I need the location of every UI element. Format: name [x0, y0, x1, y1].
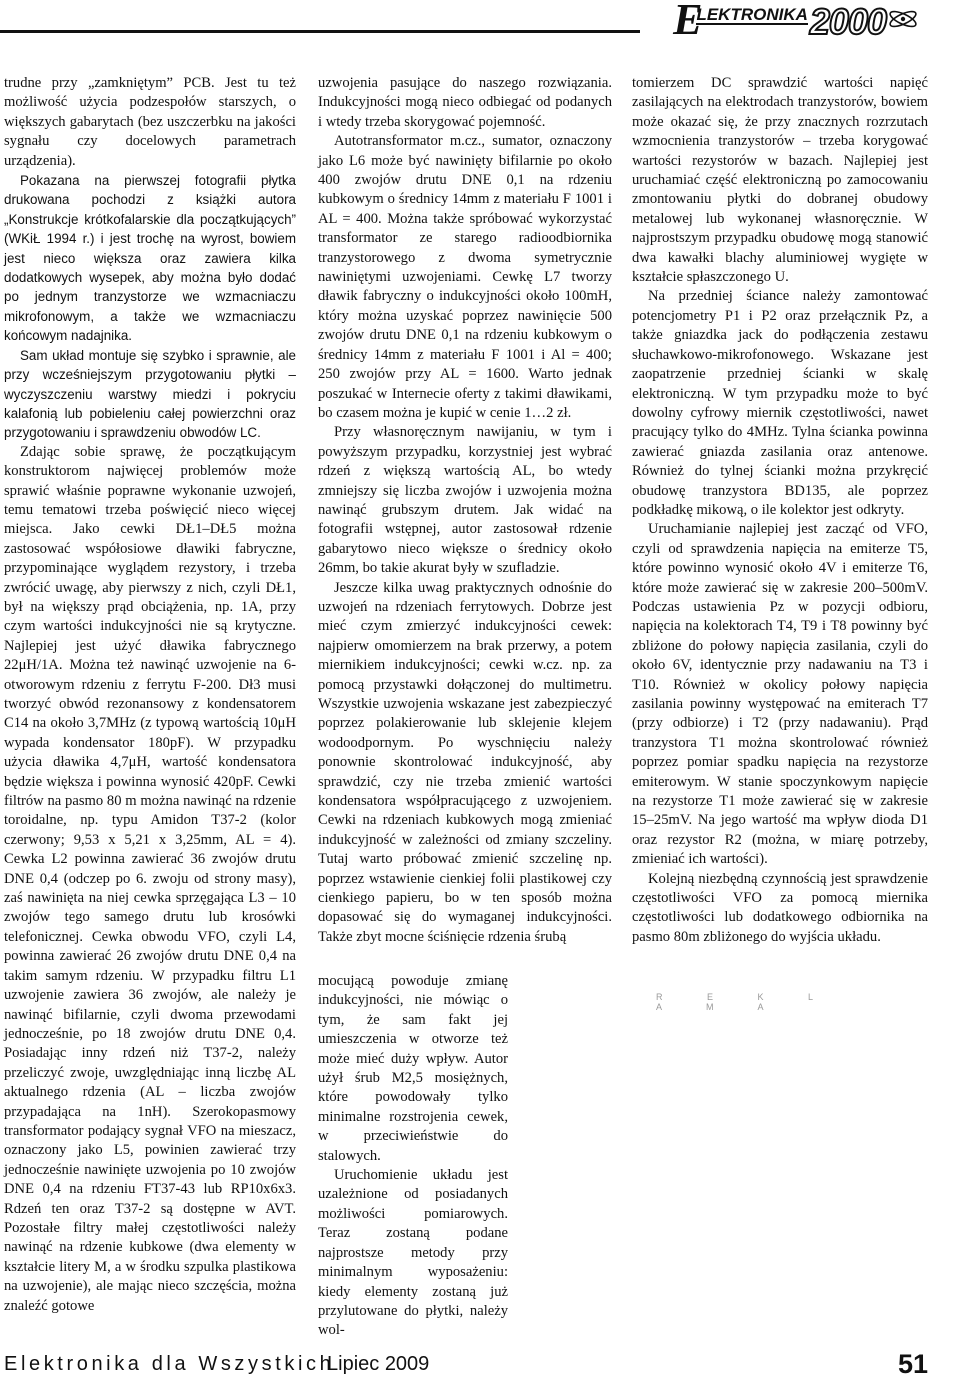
paragraph: mocującą powoduje zmianę indukcyjności, nie mówiąc o tym, że sam fakt jej umieszczenia w otworze też może mieć duży wpływ. Autor użył śrub M2,5 mosiężnych, które powodowały tylko minimalne rozstrojenia cewek, w przeciwieństwie do stalowych. [318, 973, 508, 1164]
text-column-1 [4, 74, 296, 1316]
paragraph: Jeszcze kilka uwag praktycznych odnośnie do uzwojeń na rdzeniach ferrytowych. Dobrze jest mieć czym zmierzyć indukcyjności cewek: najpierw omomierzem na brak przerwy, a potem miernikiem indukcyjności; cewki w.cz. np. za pomocą przystawki dołączonej do multimetru. Wszystkie uzwojenia wskazane jest zabezpieczyć poprzez polakierowanie lub sklejenie klejem wodoodpornym. Po wyschnięciu należy ponownie skontrolować indukcyjność, aby sprawdzić, czy nie trzeba zmienić wartości kondensatora współpracującego z uzwojeniem. Cewki na rdzeniach kubkowych mogą zmieniać indukcyjność w zależności od zmiany szczeliny. Tutaj warto próbować zmienić szczelinę np. poprzez wstawienie cienkiej folii plastikowej czy cienkiego papieru, bo w ten sposób można dopasować się do wymaganej indukcyjności. Także zbyt mocne ściśnięcie rdzenia śrubą [318, 579, 612, 945]
paragraph: Pokazana na pierwszej fotografii płytka drukowana pochodzi z książki autora „Konstrukcje krótkofalarskie dla początkujących” (WKiŁ 1994 r.) i jest trochę na wyrost, bowiem jest nieco większa oraz zawiera kilka dodatkowych wysepek, aby można było dodać po jednym tranzystorze we wzmacniaczu mikrofonowym, a także we wzmacniaczu końcowym nadajnika. [4, 173, 296, 344]
text-column-3 [632, 74, 928, 947]
paragraph: Uruchamianie najlepiej jest zacząć od VFO, czyli od sprawdzenia napięcia na emiterze T5, które powinno wynosić około 4V i emiterze T6, które może zawierać się w zakresie 200–500mV. Podczas ustawienia Pz w pozycji odbioru, napięcia na kolektorach T4, T9 i T8 powinny być zbliżone do połowy napięcia zasilania, czyli do około 6V, identycznie przy nadawaniu na T3 i T10. Również w okolicy połowy napięcia zasilania powinny występować na emiterach T7 (przy odbiorze) i T2 (przy nadawaniu). Prąd tranzystora T1 można skontrolować również poprzez pomiar spadku napięcia na rezystorze emiterowym. W stanie spoczynkowym napięcie na rezystorze T1 może zawierać się w zakresie 15–25mV. Na jego wartość ma wpływ dioda D1 oraz rezystor R2 (można, w miarę potrzeby, zmieniać ich wartości). [632, 521, 928, 868]
paragraph: Zdając sobie sprawę, że początkującym konstruktorom najwięcej problemów może sprawić właśnie poprawne wykonanie uzwojeń, temu tematowi trzeba poświęcić nieco więcej miejsca. Jako cewki DŁ1–DŁ5 można zastosować współosiowe dławiki fabryczne, przypominające wyglądem rezystory, i trzeba zwrócić uwagę, aby pierwszy z nich, czyli DŁ1, był na większy prąd obciążenia, np. 1A, przy czym wartości indukcyjności nie są krytyczne. Najlepiej jest użyć dławika fabrycznego 22μH/1A. Można też nawinąć uzwojenie na 6-otworowym rdzeniu z ferrytu F-200. Dł3 musi tworzyć obwód rezonansowy z kondensatorem C14 na około 3,7MHz (z typową wartością 10μH wypada kondensator 180pF). W przypadku użycia dławika 4,7μH, wartość kondensatora będzie większa i powinna wynosić 420pF. Cewki filtrów na pasmo 80 m można nawinąć na rdzenie toroidalne, np. typu Amidon T37-2 (kolor czerwony; 9,53 x 5,21 x 3,25mm, AL = 4). Cewka L2 powinna zawierać 36 zwojów drutu DNE 0,4 (odczep po 6. zwoju od strony masy), zaś nawinięta na niej cewka sprzęgająca L3 – 10 zwojów tego samego drutu lub krosówki telefonicznej. Cewka obwodu VFO, czyli L4, powinna zawierać 26 zwojów drutu DNE 0,4 na takim samym rdzeniu. W przypadku filtru L1 uzwojenie zawiera 36 zwojów, ale należy je nawinąć bifilarnie, czyli dwoma przewodami jednocześnie, po 18 zwojów drutu DNE 0,4. Posiadając inny rdzeń niż T37-2, należy przeliczyć zwoje, uwzględniając inną liczbę AL aktualnego rdzenia (AL – liczba zwojów przypadająca na 1nH). Szerokopasmowy transformator podający sygnał VFO na mieszacz, oznaczony jako L5, powinien zawierać trzy jednocześnie nawinięte uzwojenia po 10 zwojów DNE 0,4 na rdzeniu FT37-43 lub RP10x6x3. Rdzeń ten oraz T37-2 są dostępne w AVT. Pozostałe filtry małej częstotliwości należy nawinąć na rdzenie kubkowe (dwa elementy w kształcie litery M, a w środku szpulka plastikowa na uzwojenie), ale mając nieco szczęścia, można znaleźć gotowe [4, 443, 296, 1314]
paragraph: trudne przy „zamkniętym” PCB. Jest tu też możliwość użycia podzespołów starszych, o większych gabarytach (bez uszczerbku na jakości sygnału czy docelowych parametrach urządzenia). [4, 75, 296, 169]
advertisement-label: R E K L A M A [656, 992, 834, 1012]
logo-word: LEKTRONIKA [696, 5, 808, 24]
magazine-logo [673, 0, 886, 44]
paragraph: Przy własnoręcznym nawijaniu, w tym i powyższym przypadku, korzystniej jest wybrać rdzeń z większą wartością AL, bo wtedy zmniejszy się liczba zwojów i uzwojenia można nawinąć grubszym drutem. Jak widać na fotografii wstępnej, autor zastosował rdzenie gabarytowo nieco większe o średnicy około 26mm, bo takie akurat były w szufladzie. [318, 424, 612, 577]
header-rule [0, 30, 640, 33]
paragraph: Na przedniej ściance należy zamontować potencjometry P1 i P2 oraz przełącznik Pz, a także gniazdka jack do podłączenia zestawu słuchawkowo-mikrofonowego. Wskazane jest zaopatrzenie przedniej ścianki w skalę elektroniczną. W tym przypadku może to być dowolny cyfrowy miernik częstotliwości, nawet pracujący tylko do 4MHz. Tylna ścianka powinna zawierać gniazda zasilania oraz antenowe. Również do tylnej ścianki można przykręcić obudowę tranzystora BD135, ale poprzez podkładkę mikową, o ile kolektor jest odkryty. [632, 288, 928, 518]
paragraph: Uruchomienie układu jest uzależnione od posiadanych możliwości pomiarowych. Teraz zostaną podane najprostsze metody przy minimalnym wyposażeniu: kiedy elementy zostaną już przylutowane do płytki, należy wol- [318, 1167, 508, 1339]
paragraph: Autotransformator m.cz., sumator, oznaczony jako L6 może być nawinięty bifilarnie po około 400 zwojów drutu DNE 0,1 na rdzeniu kubkowym o średnicy 14mm z materiału F 1001 i AL = 400. Można także spróbować wykorzystać transformator ze starego radioodbiornika tranzystorowego z dwoma symetrycznie nawiniętymi uzwojeniami. Cewkę L7 tworzy dławik fabryczny o indukcyjności około 100mH, który można uzyskać poprzez nawinięcie 500 zwojów drutu DNE 0,1 na rdzeniu kubkowym o średnicy 14mm z materiału F 1001 i Al = 400; 250 zwojów przy AL = 1600. Warto jednak poszukać w Internecie oferty z takimi dławikami, bo czasem można je kupić w cenie 1…2 zł. [318, 133, 612, 421]
paragraph: Sam układ montuje się szybko i sprawnie, ale przy wcześniejszym przygotowaniu płytki – wyczyszczeniu warstwy miedzi i pokryciu kalafonią lub pobieleniu całej powierzchni oraz przygotowaniu i sprawdzeniu obwodów LC. [4, 347, 296, 441]
paragraph: tomierzem DC sprawdzić wartości napięć zasilających na elektrodach tranzystorów, bowiem może okazać się, że przy znacznych rozrzutach wzmocnienia tranzystorów – trzeba korygować wartości rezystorów w bazach. Najlepiej jest uruchamiać część elektroniczną po zamocowaniu zmontowaniu płytki do dobranej obudowy metalowej lub wykonanej własnoręcznie. W najprostszym przypadku obudowę mogą stanowić dwa kawałki blachy aluminiowej wygięte w kształcie spłaszczonego U. [632, 75, 928, 286]
logo-year: 2000 [809, 1, 886, 42]
issue-date: Lipiec 2009 [327, 1353, 430, 1375]
page-header [0, 0, 960, 44]
paragraph: Kolejną niezbędną czynnością jest sprawdzenie częstotliwości VFO za pomocą miernika częstotliwości lub dodatkowego odbiornika na pasmo 80m zbliżonego do wyjścia układu. [632, 870, 928, 945]
text-column-2-narrow [318, 972, 508, 1341]
atom-logo-icon [886, 6, 920, 32]
paragraph: uzwojenia pasujące do naszego rozwiązania. Indukcyjności mogą nieco odbiegać od podanych i wtedy trzeba skorygować pojemność. [318, 75, 612, 130]
page-number: 51 [897, 1349, 928, 1379]
page-footer [0, 1345, 960, 1377]
logo-letter-e: E [673, 0, 701, 44]
magazine-title: Elektronika dla Wszystkich [4, 1353, 335, 1375]
text-column-2 [318, 74, 612, 947]
